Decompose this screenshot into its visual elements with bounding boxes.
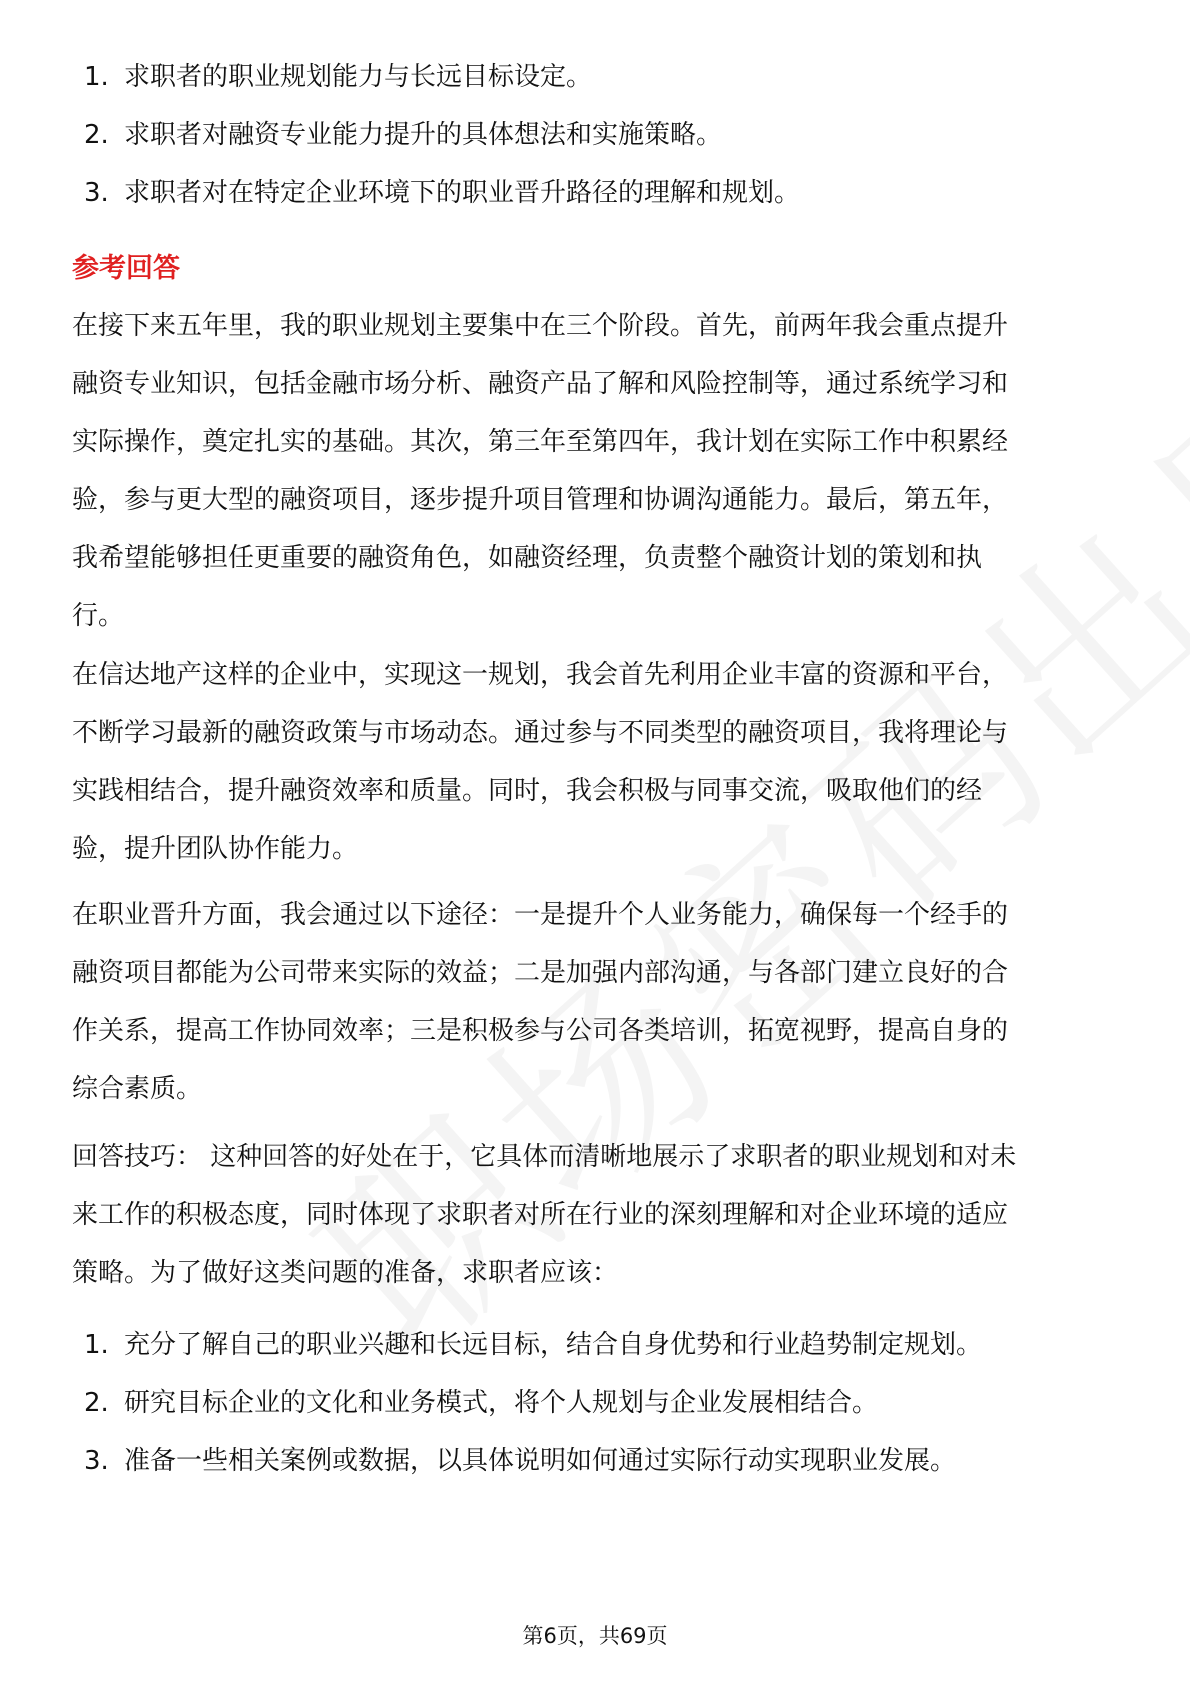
text-line: 在接下来五年里，我的职业规划主要集中在三个阶段。首先，前两年我会重点提升 xyxy=(72,311,1009,341)
list-number: 2. xyxy=(84,1388,109,1418)
list-number: 1. xyxy=(84,62,109,92)
list-text: 充分了解自己的职业兴趣和长远目标，结合自身优势和行业趋势制定规划。 xyxy=(124,1330,983,1360)
list-text: 求职者的职业规划能力与长远目标设定。 xyxy=(124,62,593,92)
list-text: 求职者对融资专业能力提升的具体想法和实施策略。 xyxy=(124,120,723,150)
text-line: 在职业晋升方面，我会通过以下途径：一是提升个人业务能力，确保每一个经手的 xyxy=(72,900,1009,930)
list-text: 求职者对在特定企业环境下的职业晋升路径的理解和规划。 xyxy=(124,178,801,208)
text-line: 我希望能够担任更重要的融资角色，如融资经理，负责整个融资计划的策划和执 xyxy=(72,543,983,573)
bottom-list xyxy=(80,1316,1120,1490)
paragraph-tips xyxy=(72,1128,1122,1302)
list-number: 3. xyxy=(84,178,109,208)
paragraph-3 xyxy=(72,886,1122,1118)
text-line: 作关系，提高工作协同效率；三是积极参与公司各类培训，拓宽视野，提高自身的 xyxy=(72,1016,1009,1046)
list-number: 3. xyxy=(84,1446,109,1476)
text-line: 验，参与更大型的融资项目，逐步提升项目管理和协调沟通能力。最后，第五年， xyxy=(72,485,1009,515)
paragraph-2 xyxy=(72,646,1122,878)
text-line: 融资项目都能为公司带来实际的效益；二是加强内部沟通，与各部门建立良好的合 xyxy=(72,958,1009,988)
text-line: 在信达地产这样的企业中，实现这一规划，我会首先利用企业丰富的资源和平台， xyxy=(72,660,1009,690)
list-item xyxy=(80,48,1120,106)
list-text: 研究目标企业的文化和业务模式，将个人规划与企业发展相结合。 xyxy=(124,1388,879,1418)
text-line: 融资专业知识，包括金融市场分析、融资产品了解和风险控制等，通过系统学习和 xyxy=(72,369,1009,399)
page-footer: 第6页，共69页 xyxy=(522,1624,668,1648)
list-text: 准备一些相关案例或数据，以具体说明如何通过实际行动实现职业发展。 xyxy=(124,1446,957,1476)
text-line: 行。 xyxy=(72,601,125,631)
text-line: 实际操作，奠定扎实的基础。其次，第三年至第四年，我计划在实际工作中积累经 xyxy=(72,427,1009,457)
list-item xyxy=(80,164,1120,222)
text-line: 策略。为了做好这类问题的准备，求职者应该： xyxy=(72,1258,619,1288)
list-number: 2. xyxy=(84,120,109,150)
paragraph-1 xyxy=(72,297,1122,645)
list-item xyxy=(80,106,1120,164)
text-line: 不断学习最新的融资政策与市场动态。通过参与不同类型的融资项目，我将理论与 xyxy=(72,718,1009,748)
text-line: 实践相结合，提升融资效率和质量。同时，我会积极与同事交流，吸取他们的经 xyxy=(72,776,983,806)
list-number: 1. xyxy=(84,1330,109,1360)
text-line: 来工作的积极态度，同时体现了求职者对所在行业的深刻理解和对企业环境的适应 xyxy=(72,1200,1009,1230)
text-line: 回答技巧： 这种回答的好处在于，它具体而清晰地展示了求职者的职业规划和对未 xyxy=(72,1142,1017,1172)
list-item xyxy=(80,1432,1120,1490)
list-item xyxy=(80,1374,1120,1432)
text-line: 综合素质。 xyxy=(72,1074,203,1104)
list-item xyxy=(80,1316,1120,1374)
top-list xyxy=(80,48,1120,222)
section-heading: 参考回答 xyxy=(72,253,180,284)
text-line: 验，提升团队协作能力。 xyxy=(72,834,359,864)
